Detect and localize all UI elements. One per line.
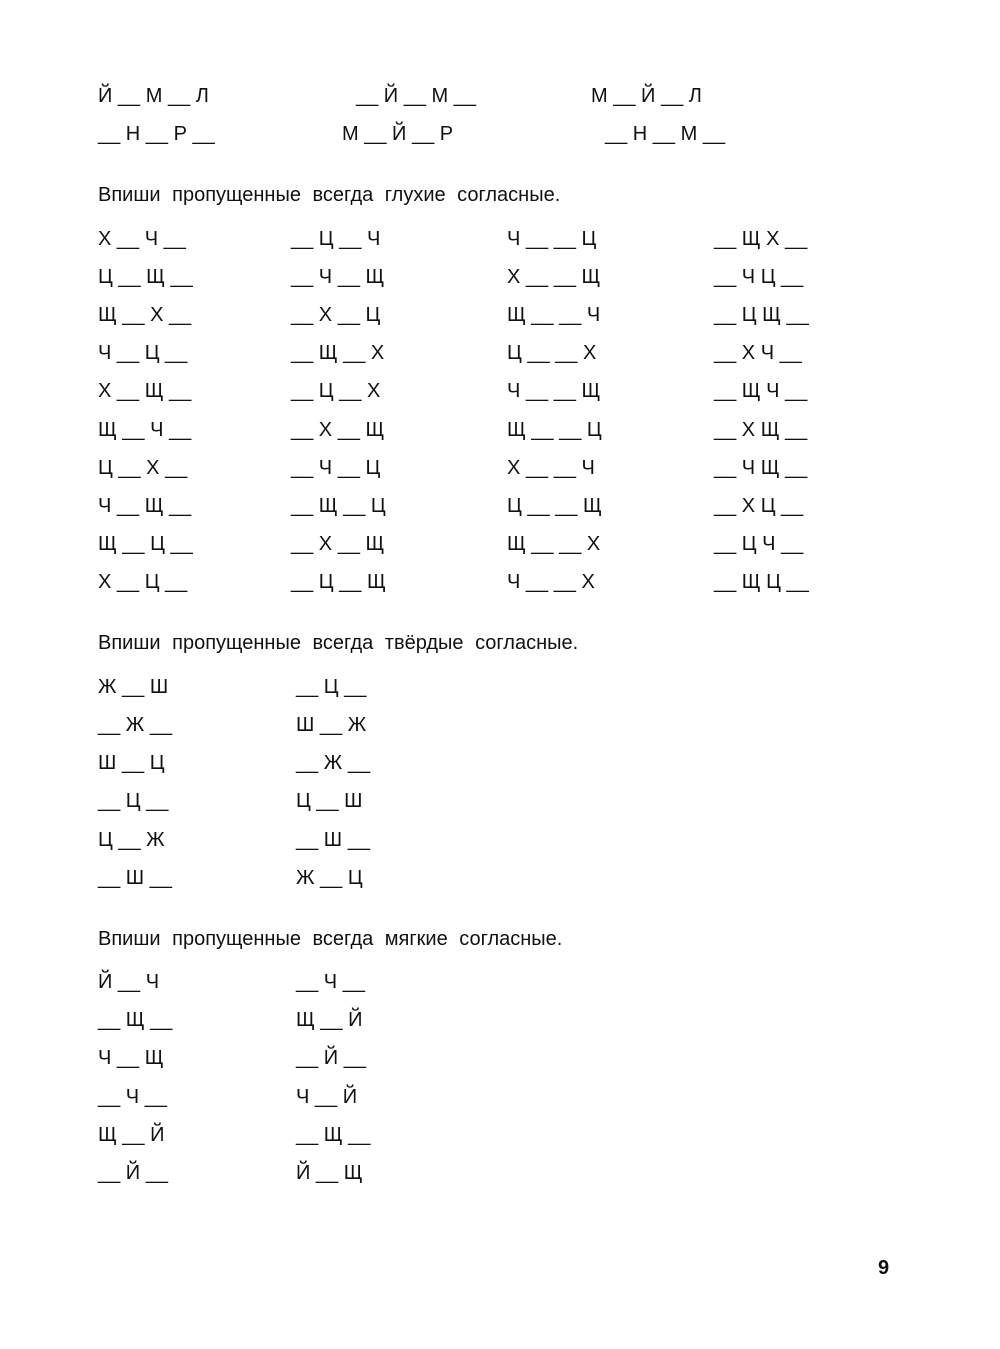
exercise-row bbox=[0, 300, 1000, 330]
section-instruction-hard: Впиши пропущенные всегда твёрдые согласные. bbox=[98, 632, 579, 654]
letter-group: Ц __ Ж bbox=[98, 829, 165, 851]
exercise-row bbox=[0, 1005, 1000, 1035]
letter-group: М __ Й __ Л bbox=[591, 85, 702, 107]
letter-group: Ч __ Й bbox=[296, 1086, 358, 1108]
letter-group: __ Ж __ bbox=[296, 752, 371, 774]
letter-group: __ Й __ bbox=[98, 1162, 168, 1184]
exercise-row bbox=[0, 376, 1000, 406]
exercise-row bbox=[0, 338, 1000, 368]
exercise-row bbox=[0, 262, 1000, 292]
exercise-row bbox=[0, 863, 1000, 893]
letter-group: Щ __ Ц __ bbox=[98, 533, 193, 555]
letter-group: Щ __ __ Ч bbox=[507, 304, 601, 326]
letter-group: __ Ч __ bbox=[296, 971, 365, 993]
letter-group: Х __ Ц __ bbox=[98, 571, 188, 593]
letter-group: __ Х Щ __ bbox=[714, 419, 808, 441]
exercise-row bbox=[0, 567, 1000, 597]
letter-group: Щ __ Й bbox=[296, 1009, 363, 1031]
letter-group: __ Ч Ц __ bbox=[714, 266, 804, 288]
letter-group: __ Ш __ bbox=[98, 867, 172, 889]
letter-group: Ц __ Ш bbox=[296, 790, 363, 812]
letter-group: Ш __ Ц bbox=[98, 752, 165, 774]
letter-group: __ Х Ч __ bbox=[714, 342, 802, 364]
letter-group: Ч __ __ Щ bbox=[507, 380, 601, 402]
letter-group: __ Ч __ Ц bbox=[291, 457, 381, 479]
letter-group: __ Ц __ Х bbox=[291, 380, 381, 402]
letter-group: __ Ц __ Щ bbox=[291, 571, 386, 593]
letter-group: __ Ж __ bbox=[98, 714, 173, 736]
letter-group: Ц __ __ Х bbox=[507, 342, 597, 364]
letter-group: __ Й __ bbox=[296, 1047, 366, 1069]
letter-group: Й __ М __ Л bbox=[98, 85, 209, 107]
letter-group: __ Ш __ bbox=[296, 829, 370, 851]
letter-group: Ч __ Щ __ bbox=[98, 495, 192, 517]
letter-group: Щ __ Х __ bbox=[98, 304, 192, 326]
top-row bbox=[0, 81, 1000, 111]
letter-group: Ц __ __ Щ bbox=[507, 495, 602, 517]
letter-group: __ Х Ц __ bbox=[714, 495, 804, 517]
letter-group: Х __ __ Ч bbox=[507, 457, 595, 479]
exercise-row bbox=[0, 672, 1000, 702]
exercise-row bbox=[0, 1158, 1000, 1188]
letter-group: __ Щ Ц __ bbox=[714, 571, 809, 593]
section-instruction-voiceless: Впиши пропущенные всегда глухие согласные. bbox=[98, 184, 561, 206]
letter-group: Й __ Ч bbox=[98, 971, 160, 993]
section-instruction-soft: Впиши пропущенные всегда мягкие согласные. bbox=[98, 928, 563, 950]
exercise-row bbox=[0, 1043, 1000, 1073]
letter-group: __ Ц __ bbox=[98, 790, 169, 812]
letter-group: Х __ Щ __ bbox=[98, 380, 192, 402]
letter-group: __ Н __ Р __ bbox=[98, 123, 215, 145]
letter-group: Ч __ __ Ц bbox=[507, 228, 597, 250]
letter-group: __ Х __ Щ bbox=[291, 533, 385, 555]
letter-group: __ Ч Щ __ bbox=[714, 457, 808, 479]
exercise-row bbox=[0, 710, 1000, 740]
top-row bbox=[0, 119, 1000, 149]
letter-group: __ Ц Щ __ bbox=[714, 304, 809, 326]
exercise-row bbox=[0, 224, 1000, 254]
letter-group: Щ __ __ Ц bbox=[507, 419, 602, 441]
letter-group: Ш __ Ж bbox=[296, 714, 367, 736]
letter-group: __ Щ __ bbox=[296, 1124, 371, 1146]
exercise-row bbox=[0, 786, 1000, 816]
letter-group: __ Х __ Ц bbox=[291, 304, 381, 326]
letter-group: Ч __ Ц __ bbox=[98, 342, 188, 364]
exercise-row bbox=[0, 1082, 1000, 1112]
letter-group: Щ __ Й bbox=[98, 1124, 165, 1146]
letter-group: М __ Й __ Р bbox=[342, 123, 454, 145]
letter-group: __ Ч __ Щ bbox=[291, 266, 385, 288]
letter-group: __ Н __ М __ bbox=[605, 123, 726, 145]
letter-group: __ Й __ М __ bbox=[356, 85, 476, 107]
exercise-row bbox=[0, 748, 1000, 778]
exercise-row bbox=[0, 1120, 1000, 1150]
letter-group: Й __ Щ bbox=[296, 1162, 363, 1184]
letter-group: __ Щ __ bbox=[98, 1009, 173, 1031]
letter-group: __ Ц __ Ч bbox=[291, 228, 381, 250]
letter-group: Ж __ Ш bbox=[98, 676, 169, 698]
page-number: 9 bbox=[878, 1257, 890, 1279]
letter-group: __ Ц __ bbox=[296, 676, 367, 698]
letter-group: Ч __ __ Х bbox=[507, 571, 595, 593]
letter-group: __ Х __ Щ bbox=[291, 419, 385, 441]
exercise-row bbox=[0, 967, 1000, 997]
letter-group: __ Щ __ Ц bbox=[291, 495, 386, 517]
letter-group: __ Щ Ч __ bbox=[714, 380, 808, 402]
letter-group: Х __ Ч __ bbox=[98, 228, 186, 250]
exercise-row bbox=[0, 491, 1000, 521]
letter-group: Ц __ Щ __ bbox=[98, 266, 193, 288]
letter-group: Ч __ Щ bbox=[98, 1047, 164, 1069]
letter-group: Х __ __ Щ bbox=[507, 266, 601, 288]
letter-group: __ Ч __ bbox=[98, 1086, 167, 1108]
letter-group: Щ __ __ Х bbox=[507, 533, 601, 555]
letter-group: __ Ц Ч __ bbox=[714, 533, 804, 555]
exercise-row bbox=[0, 415, 1000, 445]
exercise-row bbox=[0, 453, 1000, 483]
letter-group: __ Щ __ Х bbox=[291, 342, 385, 364]
exercise-row bbox=[0, 529, 1000, 559]
letter-group: Щ __ Ч __ bbox=[98, 419, 192, 441]
letter-group: Ц __ Х __ bbox=[98, 457, 188, 479]
exercise-row bbox=[0, 825, 1000, 855]
letter-group: __ Щ Х __ bbox=[714, 228, 808, 250]
letter-group: Ж __ Ц bbox=[296, 867, 363, 889]
